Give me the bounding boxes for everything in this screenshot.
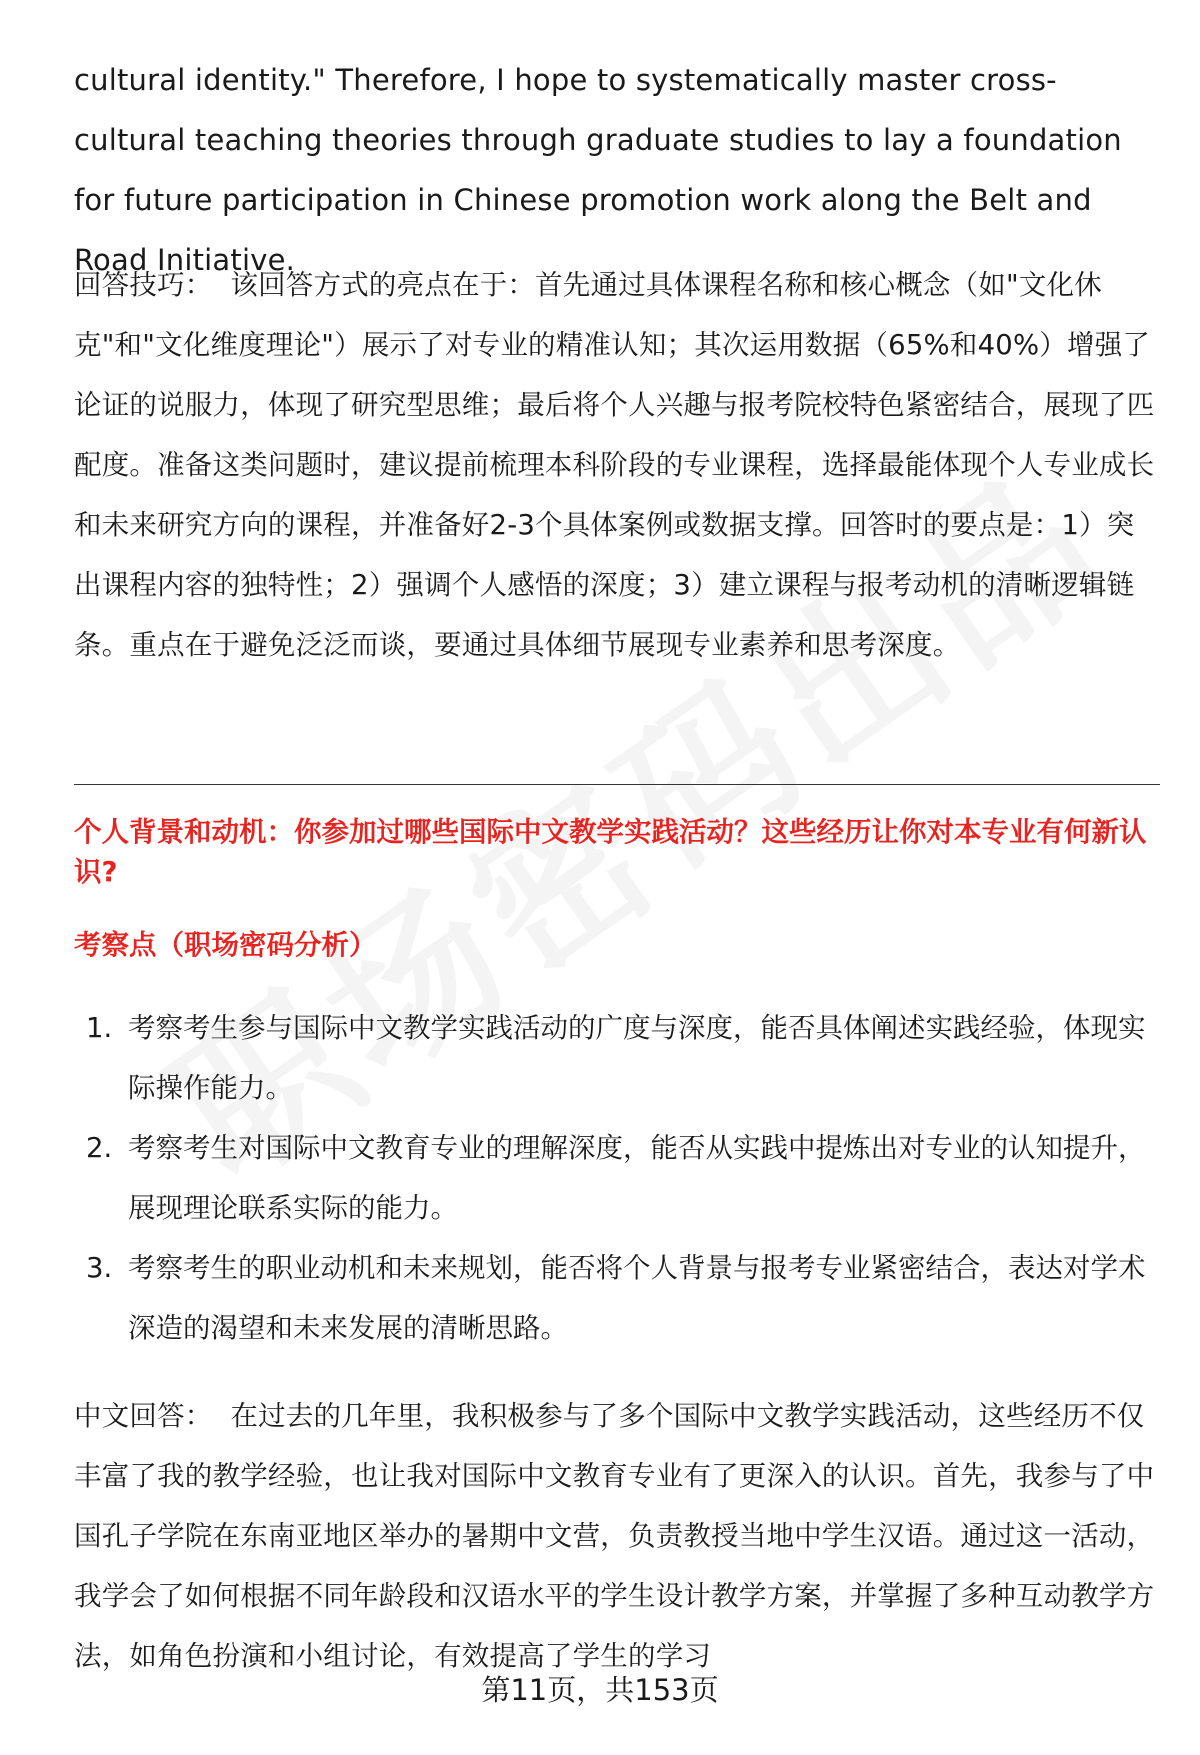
question-heading: 个人背景和动机：你参加过哪些国际中文教学实践活动？这些经历让你对本专业有何新认识? bbox=[74, 816, 1147, 888]
answer-text: 在过去的几年里，我积极参与了多个国际中文教学实践活动，这些经历不仅丰富了我的教学经验，也让我对国际中文教育专业有了更深入的认识。首先，我参与了中国孔子学院在东南亚地区举办的暑期中文营，负责教授当地中学生汉语。通过这一活动，我学会了如何根据不同年龄段和汉语水平的学生设计教学方案，并掌握了多种互动教学方法，如角色扮演和小组讨论，有效提高了学生的学习 bbox=[74, 1400, 1155, 1672]
list-item-text: 考察考生对国际中文教育专业的理解深度，能否从实践中提炼出对专业的认知提升，展现理论联系实际的能力。 bbox=[128, 1132, 1146, 1224]
assessment-points-list bbox=[74, 998, 1160, 1358]
list-item-text: 考察考生参与国际中文教学实践活动的广度与深度，能否具体阐述实践经验，体现实际操作能力。 bbox=[128, 1012, 1146, 1104]
list-item-number: 1. bbox=[86, 1012, 113, 1044]
answer-tip-paragraph bbox=[74, 255, 1160, 675]
list-item-number: 2. bbox=[86, 1132, 113, 1164]
page-number-footer: 第11页，共153页 bbox=[481, 1673, 719, 1707]
list-item bbox=[74, 998, 1160, 1118]
tip-label: 回答技巧： bbox=[74, 269, 213, 301]
answer-label: 中文回答： bbox=[74, 1400, 213, 1432]
list-item-number: 3. bbox=[86, 1252, 113, 1284]
intro-english-paragraph: cultural identity." Therefore, I hope to systematically master cross-cultural teaching theories through graduate studies to lay a foundation for future participation in Chinese promotion work along the Belt and Road Initiative. bbox=[74, 63, 1122, 277]
section-divider bbox=[74, 784, 1160, 785]
list-item bbox=[74, 1238, 1160, 1358]
assessment-points-heading: 考察点（职场密码分析） bbox=[74, 929, 377, 961]
list-item-text: 考察考生的职业动机和未来规划，能否将个人背景与报考专业紧密结合，表达对学术深造的渴望和未来发展的清晰思路。 bbox=[128, 1252, 1146, 1344]
chinese-answer-paragraph bbox=[74, 1386, 1160, 1686]
tip-text: 该回答方式的亮点在于：首先通过具体课程名称和核心概念（如"文化休克"和"文化维度理论"）展示了对专业的精准认知；其次运用数据（65%和40%）增强了论证的说服力，体现了研究型思维；最后将个人兴趣与报考院校特色紧密结合，展现了匹配度。准备这类问题时，建议提前梳理本科阶段的专业课程，选择最能体现个人专业成长和未来研究方向的课程，并准备好2-3个具体案例或数据支撑。回答时的要点是：1）突出课程内容的独特性；2）强调个人感悟的深度；3）建立课程与报考动机的清晰逻辑链条。重点在于避免泛泛而谈，要通过具体细节展现专业素养和思考深度。 bbox=[74, 269, 1155, 661]
list-item bbox=[74, 1118, 1160, 1238]
